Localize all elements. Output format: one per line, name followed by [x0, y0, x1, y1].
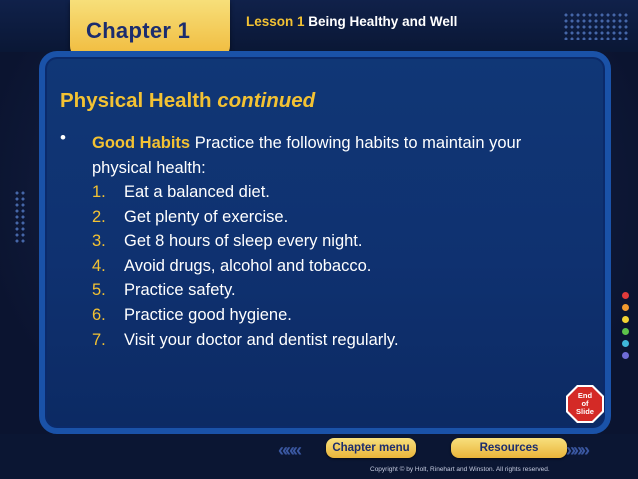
color-dot: [622, 292, 629, 299]
list-item-text: Visit your doctor and dentist regularly.: [124, 330, 399, 349]
list-item-text: Avoid drugs, alcohol and tobacco.: [124, 256, 372, 275]
color-dot: [622, 340, 629, 347]
list-item: [92, 278, 399, 303]
copyright-notice: Copyright © by Holt, Rinehart and Winston. All rights reserved.: [370, 466, 550, 473]
previous-arrows-icon[interactable]: «««: [278, 440, 300, 460]
list-item-text: Practice safety.: [124, 281, 236, 300]
list-item-number: 3.: [92, 232, 106, 251]
list-item: [92, 254, 399, 279]
list-item-text: Get 8 hours of sleep every night.: [124, 232, 363, 251]
list-item-number: 2.: [92, 207, 106, 226]
habit-list: [92, 180, 399, 352]
list-item-number: 4.: [92, 256, 106, 275]
chapter-menu-button[interactable]: Chapter menu: [326, 438, 416, 458]
color-dot: [622, 352, 629, 359]
bullet-marker: •: [60, 128, 66, 147]
header-dot-pattern: [563, 12, 629, 40]
list-item: [92, 229, 399, 254]
slide-title-italic: continued: [217, 89, 316, 112]
right-color-dots: [622, 292, 630, 366]
left-dot-pattern: [14, 190, 26, 244]
list-item-number: 7.: [92, 330, 106, 349]
list-item-text: Get plenty of exercise.: [124, 207, 289, 226]
lesson-heading: [246, 14, 457, 29]
lesson-title: Being Healthy and Well: [308, 14, 458, 29]
list-item-text: Eat a balanced diet.: [124, 183, 270, 201]
next-arrows-icon[interactable]: »»»: [566, 440, 588, 460]
list-item: [92, 180, 399, 205]
bullet-heading: Good Habits: [92, 134, 191, 152]
slide-title-main: Physical Health: [60, 89, 212, 112]
stop-sign-line3: Slide: [576, 407, 594, 416]
list-item-number: 5.: [92, 281, 106, 300]
list-item-number: 1.: [92, 183, 106, 201]
stop-sign-icon[interactable]: [565, 384, 605, 424]
bullet-body: Practice the following habits to maintain your physical health:: [92, 134, 522, 177]
list-item: [92, 205, 399, 230]
resources-button[interactable]: Resources: [451, 438, 567, 458]
list-item-text: Practice good hygiene.: [124, 305, 292, 324]
stop-sign-line1: End: [577, 391, 593, 400]
lesson-number: Lesson 1: [246, 14, 305, 29]
bullet-paragraph: [92, 131, 552, 180]
stop-sign-line2: of: [581, 399, 589, 408]
list-item: [92, 328, 399, 353]
list-item-number: 6.: [92, 305, 106, 324]
slide-title: [60, 89, 315, 113]
color-dot: [622, 304, 629, 311]
color-dot: [622, 316, 629, 323]
list-item: [92, 303, 399, 328]
color-dot: [622, 328, 629, 335]
chapter-label: Chapter 1: [86, 18, 191, 43]
